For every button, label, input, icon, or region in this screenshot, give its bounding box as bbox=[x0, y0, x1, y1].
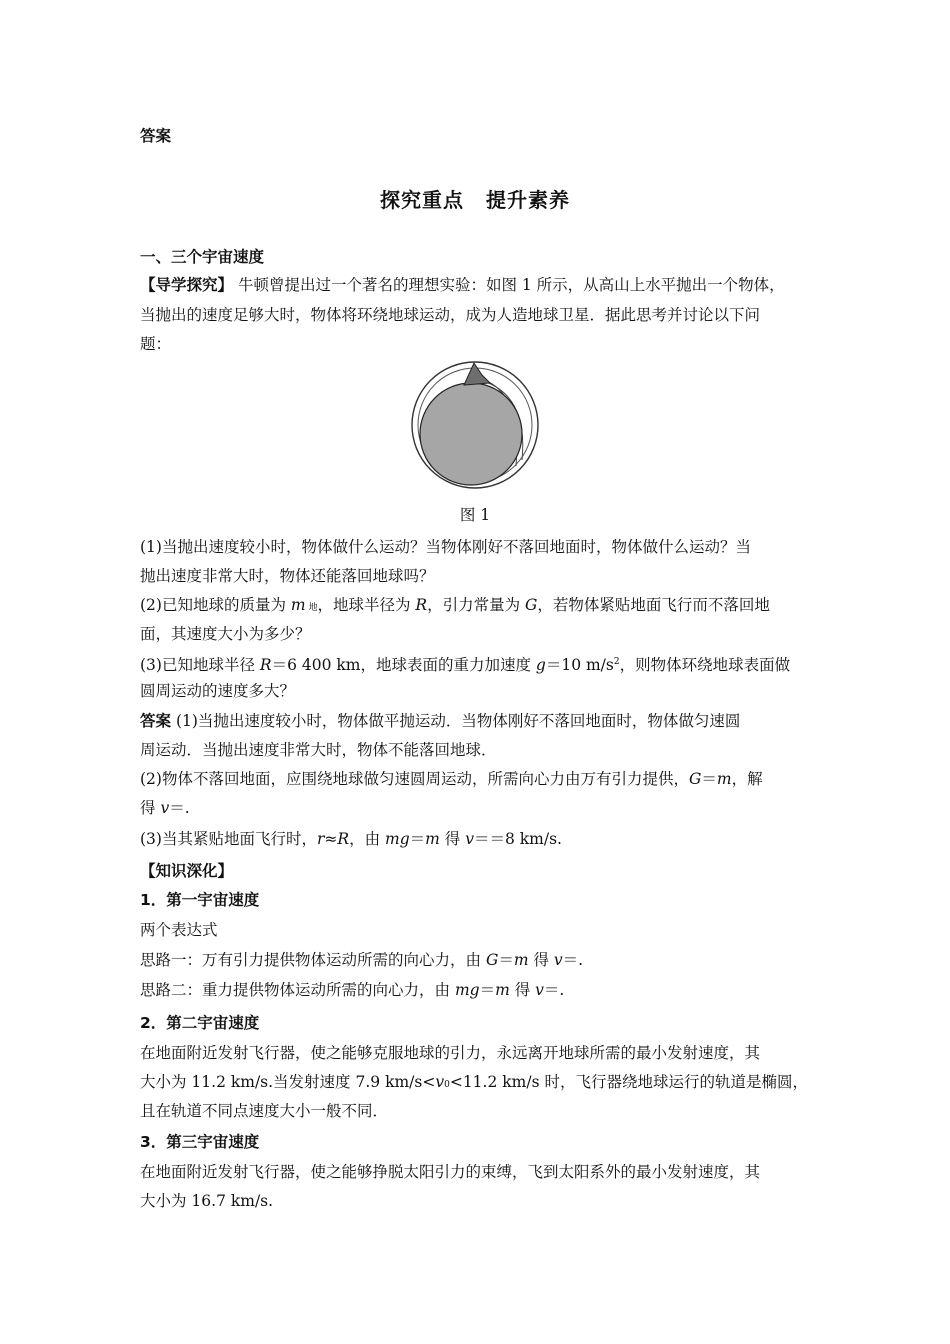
ans3-var-m: m bbox=[425, 830, 440, 848]
ans3-var-mg: mg bbox=[385, 830, 410, 848]
section-title-b: 提升素养 bbox=[486, 188, 570, 212]
guide-paragraph-line-1 bbox=[140, 275, 822, 295]
answer-2-line-2 bbox=[140, 798, 822, 818]
ans3-text-e: 得 bbox=[439, 830, 466, 848]
third-cosmic-line-2: 大小为 16.7 km/s. bbox=[140, 1192, 274, 1210]
s2-l2-var-v: v bbox=[435, 1073, 445, 1091]
q2-var-m: m bbox=[290, 596, 306, 614]
s1-l2-text-b: ＝ bbox=[498, 951, 514, 969]
guide-paragraph-line-3: 题： bbox=[140, 335, 172, 353]
q3-var-g: g bbox=[535, 656, 546, 675]
ans3-text-b: ≈ bbox=[324, 830, 338, 848]
answer-1-text: (1)当抛出速度较小时，物体做平抛运动．当物体刚好不落回地面时，物体做匀速圆 bbox=[175, 712, 741, 730]
ans2-text-b: ＝ bbox=[701, 770, 717, 788]
question-2-line-1 bbox=[140, 595, 822, 618]
guide-text-1: 牛顿曾提出过一个著名的理想实验：如图 1 所示，从高山上水平抛出一个物体， bbox=[237, 276, 785, 294]
ans3-text-d: ＝ bbox=[409, 830, 426, 848]
ans2-text-e: ＝. bbox=[169, 799, 190, 817]
answer-2-line-1 bbox=[140, 769, 822, 789]
q2-sub-earth: 地 bbox=[305, 603, 318, 613]
second-cosmic-line-2 bbox=[140, 1072, 822, 1095]
q3-text-c: ＝10 m/s bbox=[545, 656, 614, 675]
s1-l2-var-G: G bbox=[485, 951, 499, 969]
answer-1-line-2: 周运动．当抛出速度非常大时，物体不能落回地球． bbox=[140, 741, 497, 759]
s1-l3-text-b: ＝ bbox=[479, 981, 496, 999]
q2-text-c: ，引力常量为 bbox=[427, 596, 526, 614]
section-title bbox=[0, 184, 950, 213]
ans2-text-d: 得 bbox=[140, 799, 161, 817]
earth-circle bbox=[420, 383, 522, 485]
ans3-text-c: ，由 bbox=[349, 830, 385, 848]
s1-l2-var-m: m bbox=[513, 951, 529, 969]
s1-l2-text-a: 思路一：万有引力提供物体运动所需的向心力，由 bbox=[140, 951, 486, 969]
first-cosmic-line-3 bbox=[140, 980, 822, 1000]
second-cosmic-line-3: 且在轨道不同点速度大小一般不同． bbox=[140, 1102, 389, 1120]
s1-l2-text-c: 得 bbox=[528, 951, 554, 969]
ans2-var-v: v bbox=[160, 799, 170, 817]
answer-1-line-1 bbox=[140, 711, 822, 731]
s1-l3-text-d: ＝. bbox=[543, 981, 565, 999]
ans2-text-c: ，解 bbox=[731, 770, 763, 788]
q3-var-R: R bbox=[259, 656, 272, 675]
s1-l3-text-a: 思路二：重力提供物体运动所需的向心力，由 bbox=[140, 981, 455, 999]
s2-l2-text-a: 大小为 11.2 km/s.当发射速度 7.9 km/s< bbox=[140, 1073, 436, 1091]
q2-text-d: ，若物体紧贴地面飞行而不落回地 bbox=[537, 596, 770, 614]
s1-l2-text-d: ＝. bbox=[562, 951, 584, 969]
figure-caption: 图 1 bbox=[459, 506, 491, 524]
ans2-text-a: (2)物体不落回地面，应围绕地球做匀速圆周运动，所需向心力由万有引力提供， bbox=[140, 770, 689, 788]
answer-label: 答案 bbox=[140, 127, 172, 145]
deepen-tag: 【知识深化】 bbox=[140, 862, 234, 880]
q2-var-G: G bbox=[525, 596, 538, 614]
ans3-var-r: r bbox=[316, 830, 325, 848]
first-cosmic-velocity-title: 1．第一宇宙速度 bbox=[140, 891, 260, 909]
guide-tag: 【导学探究】 bbox=[140, 276, 234, 294]
question-3-line-2: 圆周运动的速度多大？ bbox=[140, 682, 296, 700]
section-title-a: 探究重点 bbox=[380, 188, 464, 212]
first-cosmic-line-2 bbox=[140, 950, 822, 970]
ans2-var-m: m bbox=[716, 770, 732, 788]
question-3-line-1 bbox=[140, 652, 822, 675]
s2-l2-sub-0: 0 bbox=[444, 1080, 450, 1090]
ans2-var-G: G bbox=[688, 770, 702, 788]
third-cosmic-velocity-title: 3．第三宇宙速度 bbox=[140, 1133, 260, 1151]
q2-var-R: R bbox=[415, 596, 428, 614]
ans3-text-a: (3)当其紧贴地面飞行时， bbox=[140, 830, 317, 848]
answer-3-line bbox=[140, 829, 822, 849]
q2-text-b: ，地球半径为 bbox=[317, 596, 416, 614]
third-cosmic-line-1: 在地面附近发射飞行器，使之能够挣脱太阳引力的束缚，飞到太阳系外的最小发射速度，其 bbox=[140, 1163, 761, 1181]
second-cosmic-line-1: 在地面附近发射飞行器，使之能够克服地球的引力，永远离开地球所需的最小发射速度，其 bbox=[140, 1044, 761, 1062]
s1-l3-text-c: 得 bbox=[509, 981, 536, 999]
s2-l2-text-b: <11.2 km/s 时，飞行器绕地球运行的轨道是椭圆， bbox=[449, 1073, 808, 1091]
question-1-line-1: (1)当抛出速度较小时，物体做什么运动？当物体刚好不落回地面时，物体做什么运动？当 bbox=[140, 538, 751, 556]
s1-l3-var-v: v bbox=[535, 981, 544, 999]
q3-text-d: ，则物体环绕地球表面做 bbox=[619, 656, 791, 675]
s1-l3-var-m: m bbox=[495, 981, 510, 999]
ans3-var-R: R bbox=[337, 830, 350, 848]
q3-text-a: (3)已知地球半径 bbox=[140, 656, 260, 675]
s1-l3-var-mg: mg bbox=[454, 981, 480, 999]
first-cosmic-line-1: 两个表达式 bbox=[140, 921, 218, 939]
second-cosmic-velocity-title: 2．第二宇宙速度 bbox=[140, 1014, 260, 1032]
ans3-text-f: ＝＝8 km/s. bbox=[473, 830, 562, 848]
question-1-line-2: 抛出速度非常大时，物体还能落回地球吗？ bbox=[140, 567, 435, 585]
q2-text-a: (2)已知地球的质量为 bbox=[140, 596, 291, 614]
heading-cosmic-velocities: 一、三个宇宙速度 bbox=[140, 248, 265, 266]
s1-l2-var-v: v bbox=[553, 951, 563, 969]
ans3-var-v: v bbox=[465, 830, 474, 848]
question-2-line-2: 面，其速度大小为多少？ bbox=[140, 625, 311, 643]
q3-sup-2: 2 bbox=[613, 657, 620, 667]
answer-tag: 答案 bbox=[140, 712, 172, 730]
earth-orbit-figure bbox=[408, 358, 542, 492]
guide-paragraph-line-2: 当抛出的速度足够大时，物体将环绕地球运动，成为人造地球卫星．据此思考并讨论以下问 bbox=[140, 306, 761, 324]
q3-text-b: ＝6 400 km，地球表面的重力加速度 bbox=[271, 656, 536, 675]
